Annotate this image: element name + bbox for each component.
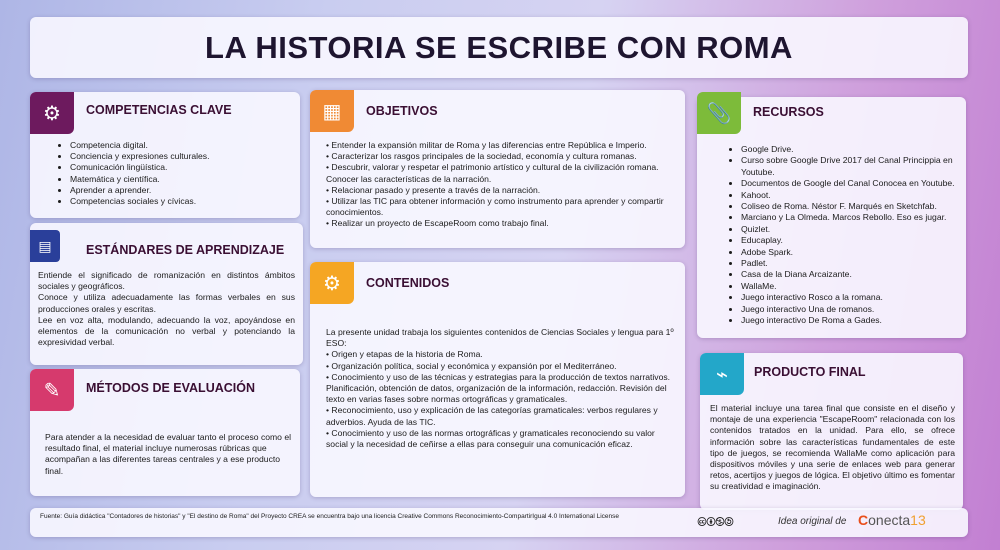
text-line: La presente unidad trabaja los siguientes contenidos de Ciencias Sociales y lengua para 1º ESO: [326, 327, 674, 349]
list-item: • Curso sobre Google Drive 2017 del Canal Princippia en Youtube. [741, 155, 967, 178]
head-gear-icon: ⚙ [30, 92, 74, 134]
text-line: • Relacionar pasado y presente a través de la narración. [326, 184, 541, 195]
text-line: • Origen y etapas de la historia de Roma. [326, 349, 483, 360]
objetivos-card [310, 90, 685, 248]
estandares-card [30, 223, 303, 365]
card-heading: CONTENIDOS [366, 276, 450, 290]
usb-icon: ⌁ [700, 353, 744, 395]
text-line: Lee en voz alta, modulando, adecuando la voz, apoyándose en elementos de la comunicación no verbal y potenciando la expresividad verbal. [38, 314, 295, 348]
competencias-card [30, 92, 300, 218]
list-item: • Juego interactivo De Roma a Gades. [741, 315, 967, 326]
text-line: • Utilizar las TIC para obtener información y como instrumento para aprender y compartir conocimientos. [326, 196, 664, 218]
list-item: • Quizlet. [741, 224, 967, 235]
recursos-list [727, 144, 967, 327]
text-line: • Conocimiento y uso de las técnicas y estrategias para la producción de textos narrativos. Planificación, obtención de datos, organización de la información, redacción. Revisión del texto en varias fases sobre normas ortográficas y gramaticales. [326, 371, 671, 405]
list-item: • Educaplay. [741, 235, 967, 246]
source-note: Fuente: Guía didáctica "Contadores de historias" y "El destino de Roma" del Proyecto CREA se encuentra bajo una licencia Creative Commons Reconocimiento-CompartirIgual 4.0 International License [40, 513, 620, 520]
list-item: • Casa de la Diana Arcaizante. [741, 269, 967, 280]
producto-text: El material incluye una tarea final que consiste en el diseño y montaje de una experiencia "EscapeRoom" relacionada con los contenidos tratados en la unidad. Para ello, se ofrece información sobre las características fundamentales de este tipo de juegos, se recomienda WallaMe como aplicación para dispositivos móviles y una serie de enlaces web para generar retos, acertijos y juegos de lógica. El objetivo último es fomentar su creatividad e imaginación. [710, 403, 955, 492]
page-title: LA HISTORIA SE ESCRIBE CON ROMA [30, 17, 968, 78]
card-heading: MÉTODOS DE EVALUACIÓN [86, 381, 255, 395]
card-heading: RECURSOS [753, 105, 824, 119]
contenidos-card [310, 262, 685, 497]
text-line: Conocer las características de la narración. [326, 173, 492, 184]
list-item: • Documentos de Google del Canal Conocea en Youtube. [741, 178, 967, 189]
list-item: • Padlet. [741, 258, 967, 269]
list-item: • Juego interactivo Rosco a la romana. [741, 292, 967, 303]
paperclip-icon: 📎 [697, 92, 741, 134]
list-item: • Matemática y científica. [70, 174, 209, 185]
list-item: • Competencia digital. [70, 140, 209, 151]
card-heading: COMPETENCIAS CLAVE [86, 103, 232, 117]
conecta13-logo [858, 512, 926, 528]
text-line: • Realizar un proyecto de EscapeRoom como trabajo final. [326, 218, 549, 229]
list-item: • Competencias sociales y cívicas. [70, 196, 209, 207]
card-heading: ESTÁNDARES DE APRENDIZAJE [86, 243, 285, 257]
list-item: • Juego interactivo Una de romanos. [741, 304, 967, 315]
pencil-icon: ✎ [30, 369, 74, 411]
objetivos-text [326, 140, 681, 230]
card-heading: PRODUCTO FINAL [754, 365, 866, 379]
recursos-card [697, 97, 966, 338]
list-item: • Coliseo de Roma. Néstor F. Marqués en Sketchfab. [741, 201, 967, 212]
list-item: • Kahoot. [741, 190, 967, 201]
text-line: • Conocimiento y uso de las normas ortográficas y gramaticales reconociendo su valor social y la necesidad de ceñirse a ellas para conseguir una comunicación eficaz. [326, 427, 655, 450]
text-line: Entiende el significado de romanización en distintos ámbitos sociales y geográficos. [38, 270, 295, 292]
text-line: Conoce y utiliza adecuadamente las formas verbales en sus producciones orales y escritas. [38, 292, 295, 314]
card-heading: OBJETIVOS [366, 104, 438, 118]
gears-icon: ⚙ [310, 262, 354, 304]
cc-license-icons: 🅭🅯🄏🄎 [698, 514, 734, 529]
idea-label: Idea original de [778, 516, 847, 527]
list-item: • Comunicación lingüística. [70, 162, 209, 173]
text-line: • Caracterizar los rasgos principales de la sociedad, economía y cultura romanas. [326, 151, 637, 162]
producto-card [700, 353, 963, 510]
clipboard-icon: ▤ [30, 230, 60, 262]
logo-onecta: onecta [868, 512, 911, 528]
logo-c: C [858, 512, 869, 528]
text-line: • Descubrir, valorar y respetar el patrimonio artístico y cultural de la civilización romana. [326, 162, 659, 173]
contenidos-text [326, 327, 676, 450]
newspaper-icon: ▦ [310, 90, 354, 132]
text-line: • Entender la expansión militar de Roma y las diferencias entre República e Imperio. [326, 140, 647, 150]
competencias-list [56, 140, 209, 207]
text-line: • Reconocimiento, uso y explicación de las categorías gramaticales: verbos regulares y adverbios. Ayuda de las TIC. [326, 405, 658, 427]
footer [30, 508, 968, 537]
list-item: • Aprender a aprender. [70, 185, 209, 196]
logo-13: 13 [910, 512, 926, 528]
text-line: • Organización política, social y económica y expansión por el Mediterráneo. [326, 360, 617, 371]
metodos-card [30, 369, 300, 496]
list-item: • Google Drive. [741, 144, 967, 155]
list-item: • Marciano y La Olmeda. Marcos Rebollo. Eso es jugar. [741, 212, 967, 223]
list-item: • WallaMe. [741, 281, 967, 292]
metodos-text: Para atender a la necesidad de evaluar tanto el proceso como el resultado final, el material incluye numerosas rúbricas que acompañan a las diferentes tareas centrales y a ese producto final. [45, 432, 292, 476]
list-item: • Adobe Spark. [741, 247, 967, 258]
estandares-text [38, 270, 295, 348]
list-item: • Conciencia y expresiones culturales. [70, 151, 209, 162]
